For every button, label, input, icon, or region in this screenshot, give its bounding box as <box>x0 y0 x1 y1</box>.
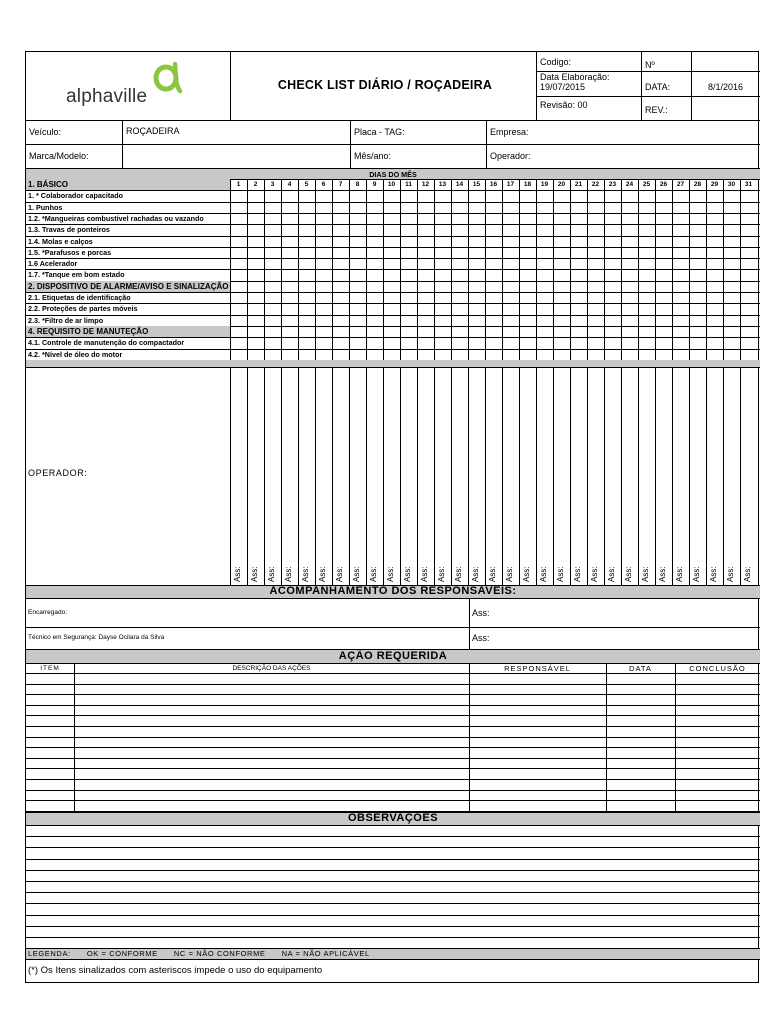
day-number: 23 <box>608 180 617 188</box>
acao-row-line <box>26 705 760 706</box>
day-number: 12 <box>421 180 430 188</box>
data-elaboracao-label: Data Elaboração: <box>540 72 610 82</box>
acompanhamento-title: ACOMPANHAMENTO DOS RESPONSAVEIS: <box>269 585 517 597</box>
acao-row-line <box>26 726 760 727</box>
acao-row-line <box>26 715 760 716</box>
placa-label: Placa - TAG: <box>354 127 405 137</box>
dias-do-mes-label: DIAS DO MÊS <box>369 169 417 179</box>
data-label: DATA: <box>645 82 671 92</box>
ass-signature-label: Ass: <box>505 566 514 582</box>
observacao-line <box>26 937 760 938</box>
day-number: 9 <box>372 180 377 188</box>
day-number: 13 <box>438 180 447 188</box>
ass-signature-label: Ass: <box>471 566 480 582</box>
day-number: 18 <box>523 180 532 188</box>
ass-signature-label: Ass: <box>624 566 633 582</box>
ass-signature-label: Ass: <box>743 566 752 582</box>
day-number: 1 <box>236 180 241 188</box>
day-number: 2 <box>253 180 258 188</box>
day-number: 20 <box>557 180 566 188</box>
day-number: 28 <box>693 180 702 188</box>
col-data: DATA <box>629 664 652 673</box>
ass-signature-label: Ass: <box>709 566 718 582</box>
checklist-item-label: 2.1. Etiquetas de identificação <box>28 293 131 302</box>
acao-row-line <box>26 694 760 695</box>
day-number: 16 <box>489 180 498 188</box>
observacao-line <box>26 859 760 860</box>
observacao-line <box>26 903 760 904</box>
day-number: 6 <box>321 180 326 188</box>
checklist-item-label: 1. Punhos <box>28 202 63 212</box>
ass-signature-label: Ass: <box>454 566 463 582</box>
checklist-item-label: 1.7. *Tanque em bom estado <box>28 270 125 280</box>
observacao-line <box>26 836 760 837</box>
checklist-item-label: 1. * Colaborador capacitado <box>28 191 124 201</box>
day-number: 24 <box>625 180 634 188</box>
ass-signature-label: Ass: <box>250 566 259 582</box>
ass-signature-label: Ass: <box>335 566 344 582</box>
ass-signature-label: Ass: <box>641 566 650 582</box>
observacao-line <box>26 881 760 882</box>
ass-signature-label: Ass: <box>675 566 684 582</box>
checklist-item-label: 1.6 Acelerador <box>28 259 78 269</box>
col-responsavel: RESPONSÁVEL <box>504 664 571 673</box>
ass-signature-label: Ass: <box>573 566 582 582</box>
page-title: CHECK LIST DIÁRIO / ROÇADEIRA <box>277 78 493 92</box>
day-number: 29 <box>710 180 719 188</box>
checklist-item-label: 2. DISPOSITIVO DE ALARME/AVISO E SINALIZAÇÃO <box>28 281 229 291</box>
acao-row-line <box>26 684 760 685</box>
mes-ano-label: Mês/ano: <box>354 151 392 161</box>
observacao-line <box>26 892 760 893</box>
ass-signature-label: Ass: <box>658 566 667 582</box>
encarregado-ass-label: Ass: <box>472 608 490 618</box>
day-number: 11 <box>405 180 412 188</box>
ass-signature-label: Ass: <box>301 566 310 582</box>
checklist-item-label: 4.1. Controle de manutenção do compactador <box>28 338 185 348</box>
encarregado-label: Encarregado: <box>28 609 68 616</box>
checklist-item-label: 1.2. *Mangueiras combustível rachadas ou vazando <box>28 213 204 223</box>
day-number: 22 <box>591 180 600 188</box>
ass-signature-label: Ass: <box>420 566 429 582</box>
acao-row-line <box>26 790 760 791</box>
day-number: 17 <box>506 180 515 188</box>
day-number: 5 <box>304 180 309 188</box>
day-number: 3 <box>270 180 275 188</box>
observacao-line <box>26 926 760 927</box>
empresa-label: Empresa: <box>490 127 529 137</box>
checklist-sheet <box>25 51 759 983</box>
ass-signature-label: Ass: <box>318 566 327 582</box>
ass-signature-label: Ass: <box>556 566 565 582</box>
day-number: 25 <box>642 180 651 188</box>
acao-row-line <box>26 737 760 738</box>
ass-signature-label: Ass: <box>522 566 531 582</box>
ass-signature-label: Ass: <box>369 566 378 582</box>
day-number: 19 <box>540 180 549 188</box>
ass-signature-label: Ass: <box>692 566 701 582</box>
day-number: 15 <box>472 180 481 188</box>
ass-signature-label: Ass: <box>284 566 293 582</box>
acao-row-line <box>26 800 760 801</box>
acao-row-line <box>26 779 760 780</box>
day-number: 10 <box>387 180 396 188</box>
codigo-label: Codigo: <box>540 57 572 67</box>
ass-signature-label: Ass: <box>726 566 735 582</box>
ass-signature-label: Ass: <box>352 566 361 582</box>
rev-label: REV.: <box>645 105 668 115</box>
legenda-text: LEGENDA: OK = CONFORME NC = NÃO CONFORME NA = NÃO APLICÁVEL <box>28 949 370 958</box>
day-number: 30 <box>727 180 736 188</box>
ass-signature-label: Ass: <box>267 566 276 582</box>
day-number: 8 <box>355 180 360 188</box>
alphaville-logo-icon <box>151 60 183 94</box>
ass-signature-label: Ass: <box>488 566 497 582</box>
n-label: Nº <box>645 60 655 70</box>
ass-signature-label: Ass: <box>590 566 599 582</box>
acao-row-line <box>26 768 760 769</box>
veiculo-label: Veículo: <box>29 127 62 137</box>
day-number: 7 <box>338 180 343 188</box>
observacao-line <box>26 847 760 848</box>
marca-modelo-label: Marca/Modelo: <box>29 151 89 161</box>
ass-signature-label: Ass: <box>233 566 242 582</box>
day-number: 21 <box>574 180 583 188</box>
acao-title: AÇÃO REQUERIDA <box>338 650 448 662</box>
operador-label: OPERADOR: <box>28 467 88 478</box>
observacao-line <box>26 870 760 871</box>
checklist-item-label: 1. BÁSICO <box>28 180 69 189</box>
day-number: 14 <box>455 180 464 188</box>
revisao-label: Revisão: 00 <box>540 100 588 110</box>
col-descricao: DESCRIÇÃO DAS AÇÕES <box>232 665 311 672</box>
checklist-item-label: 4.2. *Nível de óleo do motor <box>28 349 123 359</box>
ass-signature-label: Ass: <box>403 566 412 582</box>
ass-signature-label: Ass: <box>437 566 446 582</box>
col-item: ITEM <box>40 665 60 672</box>
checklist-item-label: 1.3. Travas de ponteiros <box>28 225 110 235</box>
operador-info-label: Operador: <box>490 151 531 161</box>
col-conclusao: CONCLUSÃO <box>689 664 746 673</box>
data-value: 8/1/2016 <box>708 82 744 92</box>
logo-text: alphaville <box>66 86 148 107</box>
checklist-item-label: 4. REQUISITO DE MANUTEÇÃO <box>28 326 149 336</box>
checklist-item-label: 2.2. Proteções de partes móveis <box>28 304 138 314</box>
tecnico-ass-label: Ass: <box>472 633 490 643</box>
ass-signature-label: Ass: <box>539 566 548 582</box>
checklist-item-label: 2.3. *Filtro de ar limpo <box>28 315 104 325</box>
acao-row-line <box>26 747 760 748</box>
veiculo-value: ROÇADEIRA <box>126 126 180 136</box>
ass-signature-label: Ass: <box>607 566 616 582</box>
day-number: 31 <box>744 180 753 188</box>
observacao-line <box>26 915 760 916</box>
observacoes-title: OBSERVAÇÕES <box>347 812 439 824</box>
acao-row-line <box>26 758 760 759</box>
day-number: 26 <box>659 180 668 188</box>
asterisk-note: (*) Os Itens sinalizados com asteriscos impede o uso do equipamento <box>28 965 323 976</box>
day-number: 27 <box>676 180 685 188</box>
tecnico-label: Técnico em Segurança: Dayse Ocilara da Silva <box>28 634 165 641</box>
ass-signature-label: Ass: <box>386 566 395 582</box>
day-number: 4 <box>287 180 292 188</box>
checklist-item-label: 1.4. Molas e calços <box>28 236 93 246</box>
checklist-item-label: 1.5. *Parafusos e porcas <box>28 247 112 257</box>
data-elaboracao-value: 19/07/2015 <box>540 82 586 92</box>
